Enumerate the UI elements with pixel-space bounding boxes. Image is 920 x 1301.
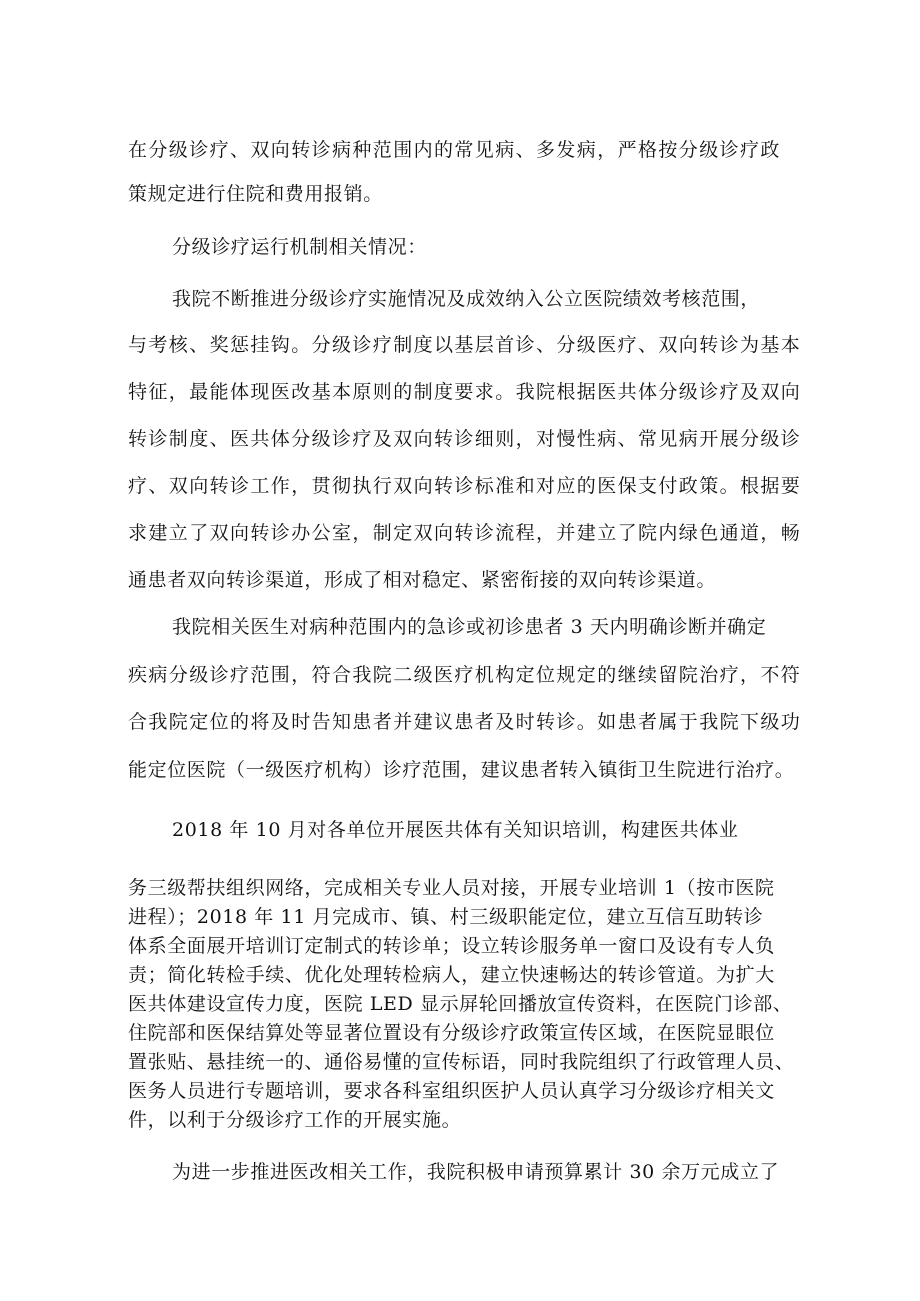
text-line: 体系全面展开培训订定制式的转诊单；设立转诊服务单一窗口及设有专人负 bbox=[128, 935, 775, 957]
text-line: 进程）；2018 年 11 月完成市、镇、村三级职能定位，建立互信互助转诊 bbox=[128, 906, 764, 928]
text-line: 策规定进行住院和费用报销。 bbox=[128, 183, 383, 205]
text-line: 为进一步推进医改相关工作，我院积极申请预算累计 30 余万元成立了 bbox=[172, 1161, 780, 1183]
text-line: 通患者双向转诊渠道，形成了相对稳定、紧密衔接的双向转诊渠道。 bbox=[128, 569, 717, 591]
text-line: 疗、双向转诊工作，贯彻执行双向转诊标准和对应的医保支付政策。根据要 bbox=[128, 475, 802, 497]
text-line: 疾病分级诊疗范围，符合我院二级医疗机构定位规定的继续留院治疗，不符 bbox=[128, 664, 802, 686]
text-line: 转诊制度、医共体分级诊疗及双向转诊细则，对慢性病、常见病开展分级诊 bbox=[128, 428, 802, 450]
text-line: 医共体建设宣传力度，医院 LED 显示屏轮回播放宣传资料，在医院门诊部、 bbox=[128, 993, 793, 1015]
text-line: 与考核、奖惩挂钩。分级诊疗制度以基层首诊、分级医疗、双向转诊为基本 bbox=[128, 334, 802, 356]
text-line: 医务人员进行专题培训，要求各科室组织医护人员认真学习分级诊疗相关文 bbox=[128, 1080, 775, 1102]
text-line: 能定位医院（一级医疗机构）诊疗范围，建议患者转入镇街卫生院进行治疗。 bbox=[128, 759, 795, 781]
text-line: 务三级帮扶组织网络，完成相关专业人员对接，开展专业培训 1（按市医院 bbox=[128, 877, 775, 899]
text-line: 住院部和医保结算处等显著位置设有分级诊疗政策宣传区域，在医院显眼位 bbox=[128, 1022, 775, 1044]
text-line: 2018 年 10 月对各单位开展医共体有关知识培训，构建医共体业 bbox=[172, 819, 739, 841]
heading-line: 分级诊疗运行机制相关情况： bbox=[172, 236, 427, 258]
text-line: 我院相关医生对病种范围内的急诊或初诊患者 3 天内明确诊断并确定 bbox=[172, 616, 767, 638]
text-line: 置张贴、悬挂统一的、通俗易懂的宣传标语，同时我院组织了行政管理人员、 bbox=[128, 1051, 795, 1073]
text-line: 件，以利于分级诊疗工作的开展实施。 bbox=[128, 1109, 462, 1131]
text-line: 求建立了双向转诊办公室，制定双向转诊流程，并建立了院内绿色通道，畅 bbox=[128, 522, 802, 544]
text-line: 我院不断推进分级诊疗实施情况及成效纳入公立医院绩效考核范围， bbox=[172, 288, 761, 310]
text-line: 特征，最能体现医改基本原则的制度要求。我院根据医共体分级诊疗及双向 bbox=[128, 381, 802, 403]
text-line: 在分级诊疗、双向转诊病种范围内的常见病、多发病，严格按分级诊疗政 bbox=[128, 139, 781, 161]
text-line: 合我院定位的将及时告知患者并建议患者及时转诊。如患者属于我院下级功 bbox=[128, 711, 802, 733]
text-line: 责；简化转检手续、优化处理转检病人，建立快速畅达的转诊管道。为扩大 bbox=[128, 964, 775, 986]
